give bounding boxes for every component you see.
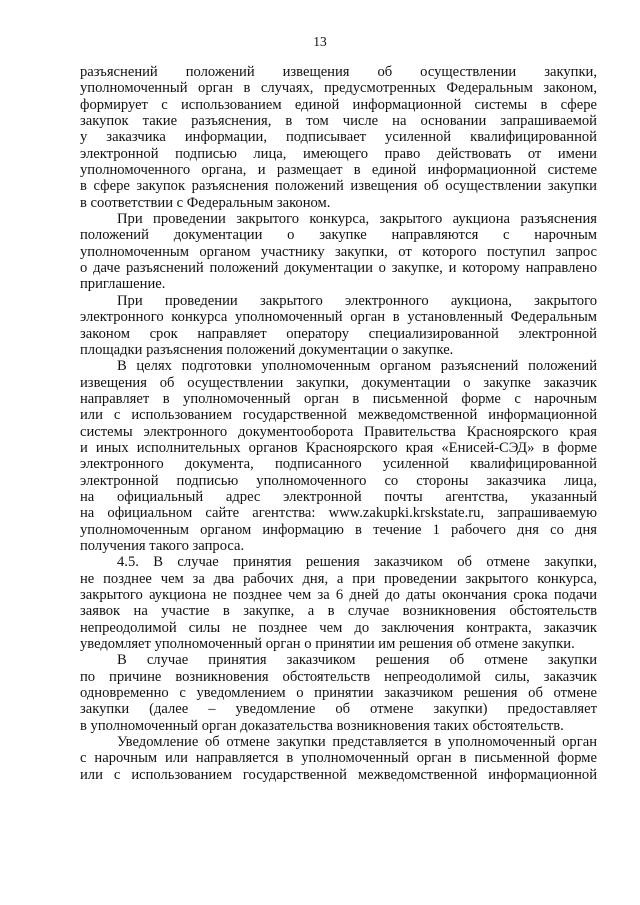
text-line: извещения об осуществлении закупки, документации о закупке заказчик (80, 374, 597, 391)
text-line: электронного документа, подписанного усиленной квалифицированной (80, 456, 597, 473)
text-line: или с использованием государственной межведомственной информационной (80, 766, 597, 783)
text-line: разъяснений положений извещения об осуществлении закупки, (80, 64, 597, 80)
text-line: уполномоченным органом участнику закупки, от которого поступил запрос (80, 243, 597, 260)
body-text (80, 64, 597, 783)
text-line: направляет в уполномоченный орган в письменной форме с нарочным (80, 390, 597, 407)
text-line: электронной подписью лица, имеющего право действовать от имени (80, 145, 597, 162)
text-line: уполномоченного органа, и размещает в единой информационной системе (80, 162, 597, 179)
text-line: электронного конкурса уполномоченный орган в установленный Федеральным (80, 309, 597, 326)
text-line: в сфере закупок разъяснения положений извещения об осуществлении закупки (80, 178, 597, 195)
text-line: В целях подготовки уполномоченным органом разъяснений положений (117, 358, 597, 375)
page-number: 13 (313, 34, 327, 49)
text-line: Уведомление об отмене закупки представляется в уполномоченный орган (117, 734, 597, 751)
text-line: положений документации о закупке направляются с нарочным (80, 227, 597, 244)
text-line: на официальный адрес электронной почты агентства, указанный (80, 488, 597, 505)
text-line: В случае принятия заказчиком решения об отмене закупки (117, 652, 597, 669)
text-line: с нарочным или направляется в уполномоченный орган в письменной форме (80, 750, 597, 767)
text-line: по причине возникновения обстоятельств непреодолимой силы, заказчик (80, 668, 597, 685)
text-line: законом срок направляет оператору специализированной электронной (80, 325, 597, 342)
text-line: непреодолимой силы не позднее чем до заключения контракта, заказчик (80, 619, 597, 636)
text-line: и иных исполнительных органов Красноярского края «Енисей-СЭД» в форме (80, 439, 597, 456)
text-line: у заказчика информации, подписывает усиленной квалифицированной (80, 129, 597, 146)
text-line: приглашение. (80, 276, 166, 293)
text-line: 4.5. В случае принятия решения заказчиком об отмене закупки, (117, 554, 597, 571)
text-line: уполномоченным органом информацию в течение 1 рабочего дня со дня (80, 521, 597, 538)
text-line: в соответствии с Федеральным законом. (80, 194, 331, 211)
text-line: не позднее чем за два рабочих дня, а при проведении закрытого конкурса, (80, 570, 597, 587)
text-line: заявок на участие в закупке, а в случае возникновения обстоятельств (80, 603, 597, 620)
text-line: в уполномоченный орган доказательства возникновения таких обстоятельств. (80, 717, 564, 734)
text-line: получения такого запроса. (80, 537, 245, 554)
text-line: При проведении закрытого электронного аукциона, закрытого (117, 292, 597, 309)
text-line: формирует с использованием единой информационной системы в сфере (80, 96, 597, 113)
text-line: площадки разъяснения положений документации о закупке. (80, 341, 454, 358)
text-line: закрытого аукциона не позднее чем за 6 дней до даты окончания срока подачи (80, 587, 597, 603)
text-line: одновременно с уведомлением о принятии заказчиком решения об отмене (80, 685, 597, 702)
text-line: системы электронного документооборота Правительства Красноярского края (80, 423, 597, 440)
text-line: на официальном сайте агентства: www.zakupki.krskstate.ru, запрашиваемую (80, 505, 597, 522)
text-line: закупок такие разъяснения, в том числе на основании запрашиваемой (80, 113, 597, 130)
text-line: закупки (далее – уведомление об отмене закупки) предоставляет (80, 701, 597, 718)
text-line: уведомляет уполномоченный орган о принятии им решения об отмене закупки. (80, 636, 575, 653)
text-line: При проведении закрытого конкурса, закрытого аукциона разъяснения (117, 211, 597, 228)
text-line: или с использованием государственной межведомственной информационной (80, 407, 597, 424)
text-line: о даче разъяснений положений документации о закупке, и которому направлено (80, 260, 597, 277)
text-line: уполномоченный орган в случаях, предусмотренных Федеральным законом, (80, 80, 597, 97)
text-line: электронной подписью уполномоченного со стороны заказчика лица, (80, 472, 597, 489)
